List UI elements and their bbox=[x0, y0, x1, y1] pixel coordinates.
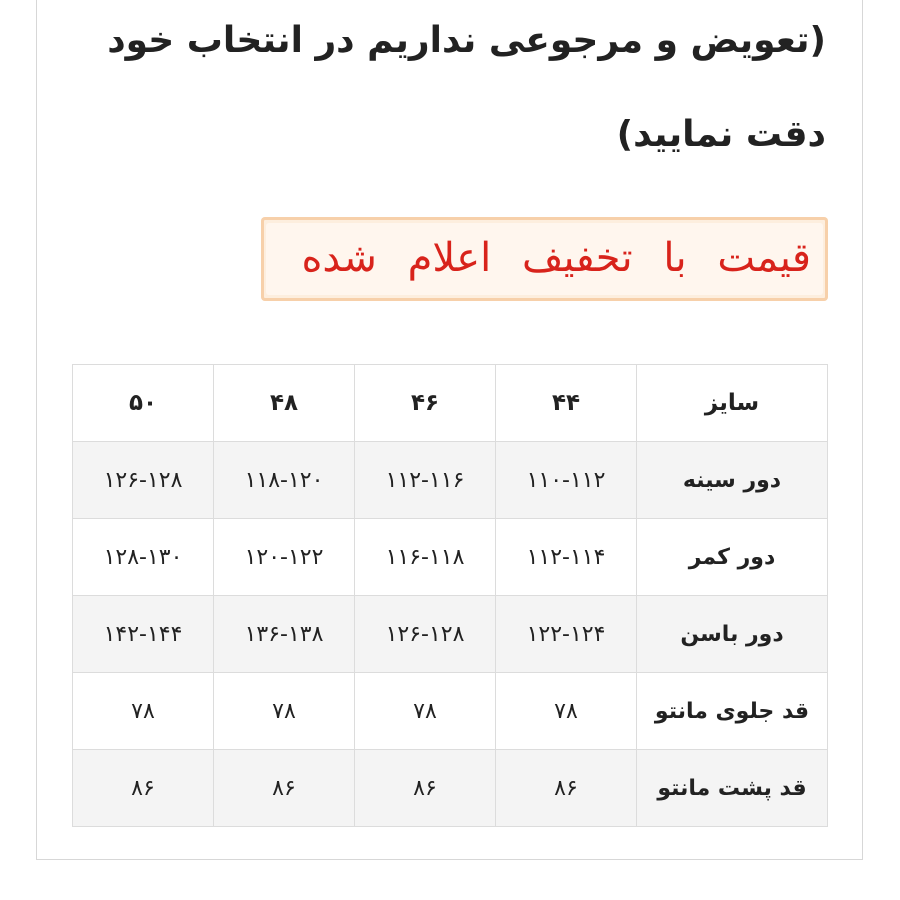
row-label-chest: دور سینه bbox=[637, 442, 828, 519]
table-cell: ۱۴۲-۱۴۴ bbox=[73, 596, 214, 673]
table-row bbox=[73, 750, 828, 827]
header-cell-50: ۵۰ bbox=[73, 365, 214, 442]
table-cell: ۷۸ bbox=[214, 673, 355, 750]
table-row bbox=[73, 673, 828, 750]
row-label-hip: دور باسن bbox=[637, 596, 828, 673]
table-cell: ۷۸ bbox=[496, 673, 637, 750]
table-cell: ۱۱۲-۱۱۶ bbox=[355, 442, 496, 519]
table-cell: ۸۶ bbox=[73, 750, 214, 827]
table-row bbox=[73, 596, 828, 673]
discount-price-text: قیمت با تخفیف اعلام شده bbox=[301, 235, 811, 281]
table-row bbox=[73, 442, 828, 519]
table-header-row bbox=[73, 365, 828, 442]
table-cell: ۸۶ bbox=[355, 750, 496, 827]
table-cell: ۱۲۶-۱۲۸ bbox=[73, 442, 214, 519]
table-cell: ۱۱۲-۱۱۴ bbox=[496, 519, 637, 596]
header-cell-46: ۴۶ bbox=[355, 365, 496, 442]
table-cell: ۸۶ bbox=[496, 750, 637, 827]
discount-price-banner bbox=[261, 217, 828, 301]
table-cell: ۱۲۸-۱۳۰ bbox=[73, 519, 214, 596]
row-label-waist: دور کمر bbox=[637, 519, 828, 596]
discount-price-banner-inner bbox=[266, 223, 823, 295]
table-cell: ۸۶ bbox=[214, 750, 355, 827]
row-label-front-length: قد جلوی مانتو bbox=[637, 673, 828, 750]
table-cell: ۱۲۲-۱۲۴ bbox=[496, 596, 637, 673]
header-cell-44: ۴۴ bbox=[496, 365, 637, 442]
table-cell: ۱۲۶-۱۲۸ bbox=[355, 596, 496, 673]
no-return-notice: (تعویض و مرجوعی نداریم در انتخاب خود دقت نمایید) bbox=[107, 20, 826, 155]
table-cell: ۷۸ bbox=[355, 673, 496, 750]
table-cell: ۱۱۰-۱۱۲ bbox=[496, 442, 637, 519]
table-cell: ۷۸ bbox=[73, 673, 214, 750]
size-chart-table bbox=[72, 364, 828, 827]
table-cell: ۱۳۶-۱۳۸ bbox=[214, 596, 355, 673]
row-label-back-length: قد پشت مانتو bbox=[637, 750, 828, 827]
table-row bbox=[73, 519, 828, 596]
header-cell-size: سایز bbox=[637, 365, 828, 442]
table-cell: ۱۱۶-۱۱۸ bbox=[355, 519, 496, 596]
table-cell: ۱۱۸-۱۲۰ bbox=[214, 442, 355, 519]
table-cell: ۱۲۰-۱۲۲ bbox=[214, 519, 355, 596]
header-cell-48: ۴۸ bbox=[214, 365, 355, 442]
